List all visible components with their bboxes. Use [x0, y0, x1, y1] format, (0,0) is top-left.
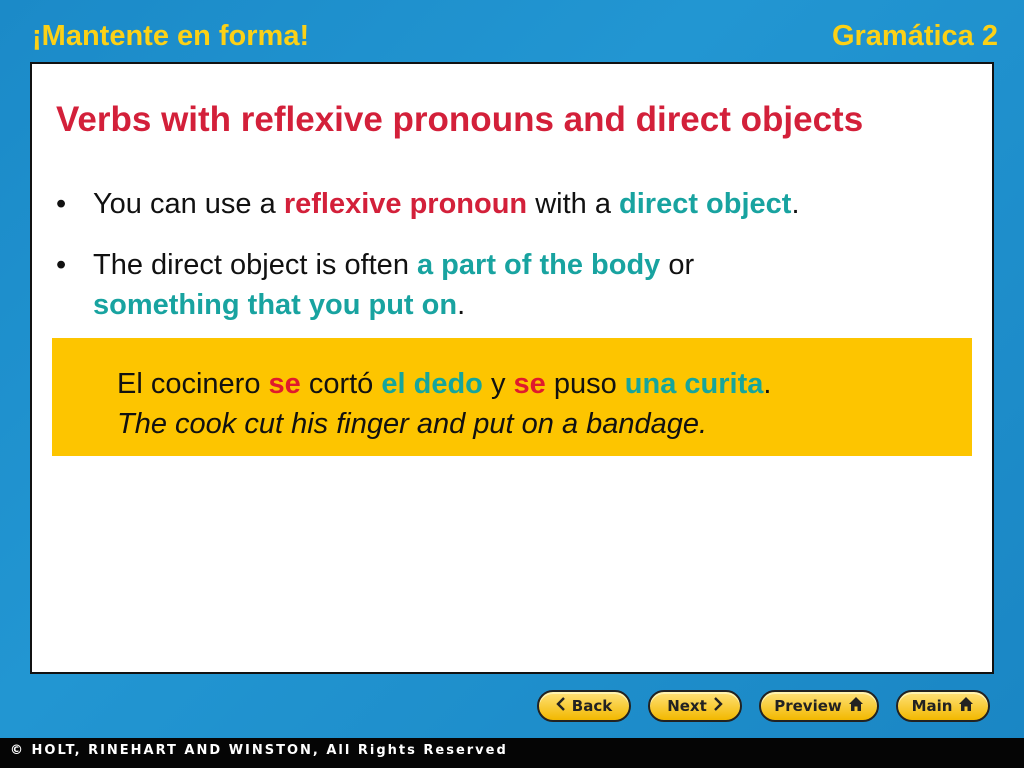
example-text: cortó [300, 368, 382, 400]
slide-panel [30, 62, 994, 674]
bullet-text: You can use a [93, 188, 284, 220]
highlight-something-put-on: something that you put on [93, 289, 458, 321]
copyright-footer: © HOLT, RINEHART AND WINSTON, All Rights Reserved [0, 738, 1024, 768]
home-icon [848, 696, 864, 716]
example-text: El cocinero [117, 368, 269, 400]
bullet-text: with a [527, 188, 620, 220]
bullet-item [56, 184, 976, 224]
bullet-item [56, 245, 976, 325]
home-icon [958, 696, 974, 716]
example-text: y [482, 368, 514, 400]
chevron-right-icon [713, 697, 723, 715]
bullet-text: The direct object is often [93, 249, 417, 281]
example-direct-object: una curita [624, 368, 764, 400]
next-button-label: Next [667, 697, 707, 715]
preview-button[interactable] [759, 690, 879, 722]
bullet-glyph: • [56, 188, 67, 220]
slide-heading: Verbs with reflexive pronouns and direct objects [56, 100, 864, 139]
bullet-list [56, 184, 976, 346]
example-translation: The cook cut his finger and put on a bandage. [117, 408, 708, 440]
bullet-text: . [791, 188, 800, 220]
example-box [52, 338, 972, 456]
example-direct-object: el dedo [381, 368, 483, 400]
main-button-label: Main [911, 697, 953, 715]
next-button[interactable] [648, 690, 742, 722]
example-reflexive: se [513, 368, 546, 400]
app-title: ¡Mantente en forma! [32, 20, 310, 52]
main-button[interactable] [896, 690, 990, 722]
highlight-reflexive-pronoun: reflexive pronoun [283, 188, 528, 220]
navigation-bar [537, 690, 990, 724]
preview-button-label: Preview [774, 697, 842, 715]
chevron-left-icon [556, 697, 566, 715]
bullet-glyph: • [56, 249, 67, 281]
example-text: puso [545, 368, 625, 400]
bullet-text: . [457, 289, 466, 321]
section-title: Gramática 2 [831, 20, 998, 52]
back-button-label: Back [571, 697, 613, 715]
example-spanish [117, 364, 972, 404]
example-reflexive: se [268, 368, 301, 400]
bullet-text: or [660, 249, 695, 281]
back-button[interactable] [537, 690, 631, 722]
example-text: . [763, 368, 772, 400]
highlight-direct-object: direct object [619, 188, 792, 220]
highlight-body-part: a part of the body [417, 249, 661, 281]
